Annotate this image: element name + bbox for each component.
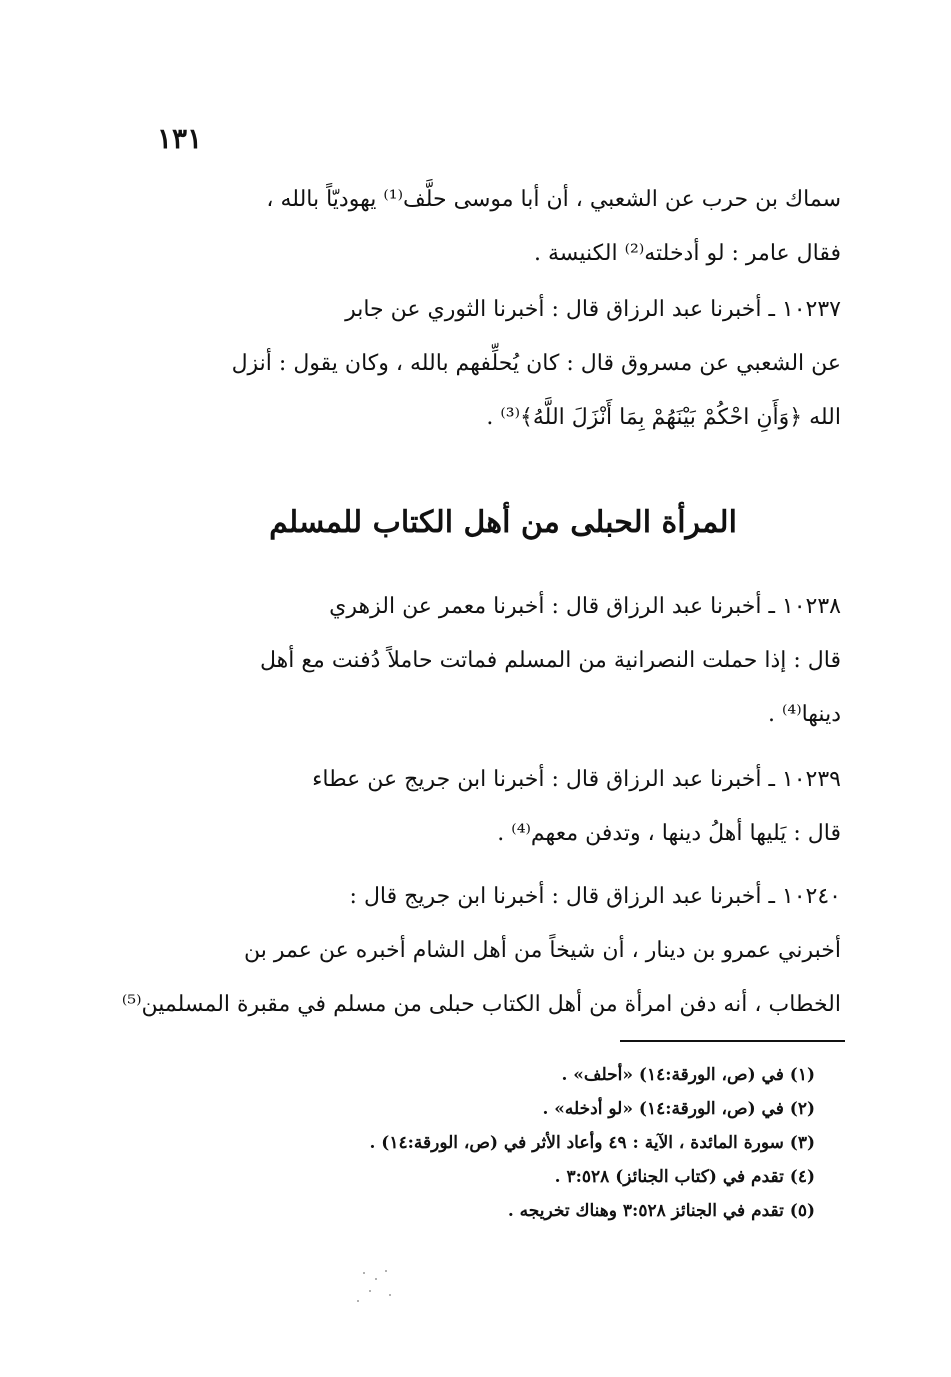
footnote: (١) في (ص، الورقة:١٤) «أحلف» . bbox=[561, 1065, 815, 1085]
speck bbox=[385, 1270, 387, 1272]
footnote: (٥) تقدم في الجنائز ٣:٥٢٨ وهناك تخريجه . bbox=[507, 1201, 815, 1221]
text-line: عن الشعبي عن مسروق قال : كان يُحلِّفهم بالله ، وكان يقول : أنزل bbox=[231, 351, 841, 376]
speck bbox=[357, 1300, 359, 1302]
hadith-10239 bbox=[165, 753, 841, 861]
text-line: فقال عامر : لو أدخلته⁽²⁾ الكنيسة . bbox=[533, 241, 841, 266]
page-number: ١٣١ bbox=[157, 122, 203, 155]
footnote: (٤) تقدم في (كتاب الجنائز) ٣:٥٢٨ . bbox=[554, 1167, 815, 1187]
text-line: الخطاب ، أنه دفن امرأة من أهل الكتاب حبلى من مسلم في مقبرة المسلمين⁽⁵⁾ bbox=[121, 992, 841, 1017]
hadith-10238 bbox=[165, 580, 841, 742]
scan-specks bbox=[355, 1268, 405, 1308]
speck bbox=[363, 1272, 365, 1274]
text-line: الله ﴿وَأَنِ احْكُمْ بَيْنَهُمْ بِمَا أَنْزَلَ اللَّهُ﴾⁽³⁾ . bbox=[486, 405, 841, 430]
text-line: ١٠٢٤٠ ـ أخبرنا عبد الرزاق قال : أخبرنا ابن جريج قال : bbox=[349, 884, 841, 909]
section-heading: المرأة الحبلى من أهل الكتاب للمسلم bbox=[269, 505, 737, 540]
footnote-divider bbox=[620, 1040, 845, 1042]
text-line: ١٠٢٣٩ ـ أخبرنا عبد الرزاق قال : أخبرنا ابن جريج عن عطاء bbox=[312, 767, 841, 792]
text-line: قال : إذا حملت النصرانية من المسلم فماتت حاملاً دُفنت مع أهل bbox=[259, 648, 841, 673]
text-line: سماك بن حرب عن الشعبي ، أن أبا موسى حلَّف⁽¹⁾ يهوديّاً بالله ، bbox=[266, 187, 841, 212]
footnote: (٢) في (ص، الورقة:١٤) «لو أدخله» . bbox=[542, 1099, 815, 1119]
footnote: (٣) سورة المائدة ، الآية : ٤٩ وأعاد الأثر في (ص، الورقة:١٤) . bbox=[369, 1133, 815, 1153]
text-line: أخبرني عمرو بن دينار ، أن شيخاً من أهل الشام أخبره عن عمر بن bbox=[244, 938, 841, 963]
text-line: ١٠٢٣٧ ـ أخبرنا عبد الرزاق قال : أخبرنا الثوري عن جابر bbox=[345, 297, 841, 322]
speck bbox=[389, 1294, 391, 1296]
text-line: ١٠٢٣٨ ـ أخبرنا عبد الرزاق قال : أخبرنا معمر عن الزهري bbox=[329, 594, 841, 619]
speck bbox=[375, 1278, 377, 1280]
speck bbox=[369, 1290, 371, 1292]
hadith-10240 bbox=[121, 870, 841, 1032]
paragraph-continuation bbox=[165, 173, 841, 281]
text-line: دينها⁽⁴⁾ . bbox=[767, 702, 841, 727]
hadith-10237 bbox=[165, 283, 841, 445]
text-line: قال : يَليها أهلُ دينها ، وتدفن معهم⁽⁴⁾ . bbox=[497, 821, 841, 846]
footnotes bbox=[165, 1058, 815, 1228]
